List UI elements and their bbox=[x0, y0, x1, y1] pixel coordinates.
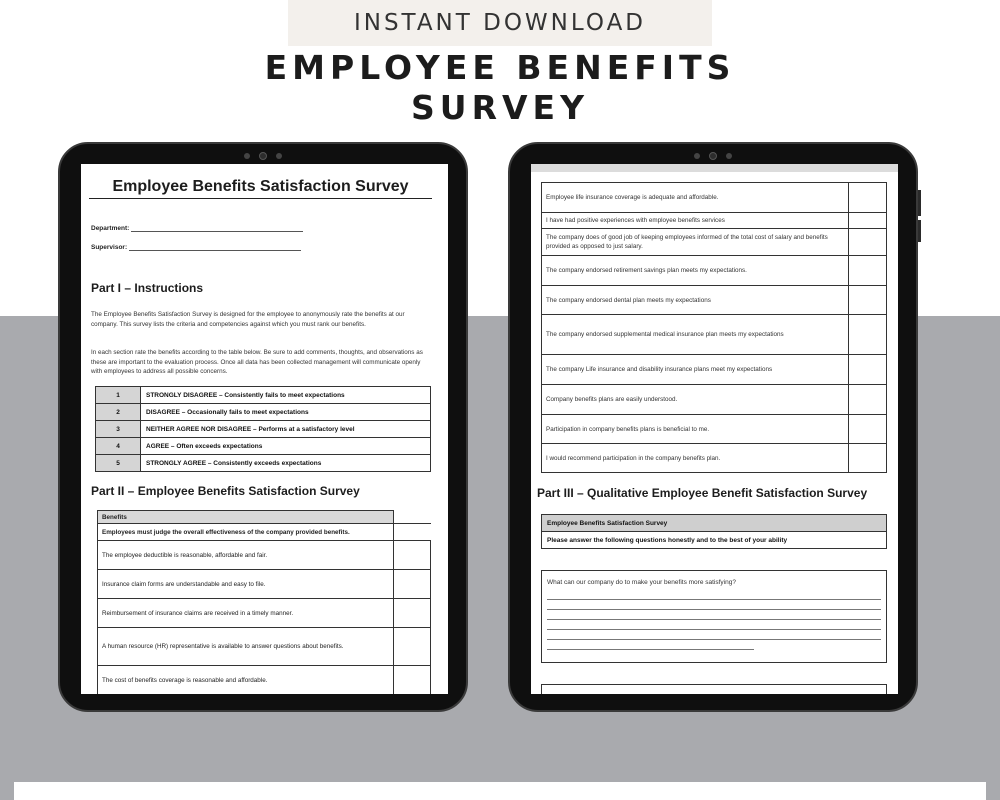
rating-cell[interactable] bbox=[849, 315, 887, 355]
scale-desc: AGREE – Often exceeds expectations bbox=[141, 438, 431, 455]
question-text: The company endorsed dental plan meets my expectations bbox=[542, 286, 849, 315]
scale-row bbox=[96, 387, 431, 404]
rating-cell[interactable] bbox=[849, 229, 887, 256]
document-title: Employee Benefits Satisfaction Survey bbox=[89, 178, 432, 199]
benefits-table bbox=[97, 510, 431, 694]
benefits-header: Benefits bbox=[98, 511, 394, 524]
question-text: The company does of good job of keeping employees informed of the total cost of salary and benefits provided as opposed to just salary. bbox=[542, 229, 849, 256]
rating-cell[interactable] bbox=[849, 256, 887, 286]
table-row bbox=[542, 385, 887, 415]
part3-heading: Part III – Qualitative Employee Benefit Satisfaction Survey bbox=[537, 486, 868, 500]
footer-strip bbox=[14, 782, 986, 800]
table-row bbox=[542, 213, 887, 229]
part3-table bbox=[541, 514, 887, 549]
main-title bbox=[180, 48, 820, 128]
scale-desc: NEITHER AGREE NOR DISAGREE – Performs at a satisfactory level bbox=[141, 421, 431, 438]
tablet-left bbox=[58, 142, 468, 712]
right-screen bbox=[531, 164, 898, 694]
rating-cell[interactable] bbox=[394, 570, 431, 599]
rating-cell[interactable] bbox=[849, 415, 887, 444]
question-text: I would recommend participation in the company benefits plan. bbox=[542, 444, 849, 473]
instructions-para-2: In each section rate the benefits according to the table below. Be sure to add comments, thoughts, and observations as these are important to the evaluation process. Once all data has been collected management will communicate openly with employees to address all possible concerns. bbox=[91, 349, 423, 375]
scale-num: 1 bbox=[96, 387, 141, 404]
question-text: Reimbursement of insurance claims are received in a timely manner. bbox=[98, 599, 394, 628]
question-text: Employee life insurance coverage is adequate and affordable. bbox=[542, 183, 849, 213]
question-text: Participation in company benefits plans is beneficial to me. bbox=[542, 415, 849, 444]
rating-cell[interactable] bbox=[849, 213, 887, 229]
scale-num: 3 bbox=[96, 421, 141, 438]
department-label: Department: bbox=[91, 225, 130, 232]
question-text: The company endorsed supplemental medical insurance plan meets my expectations bbox=[542, 315, 849, 355]
benefits-subheader: Employees must judge the overall effectiveness of the company provided benefits. bbox=[98, 524, 394, 541]
table-row bbox=[542, 415, 887, 444]
rating-cell[interactable] bbox=[849, 444, 887, 473]
table-row bbox=[542, 183, 887, 213]
part3-table-header: Employee Benefits Satisfaction Survey bbox=[542, 515, 887, 532]
title-line-2: SURVEY bbox=[411, 88, 589, 127]
question-text: Company benefits plans are easily understood. bbox=[542, 385, 849, 415]
part3-instruction: Please answer the following questions honestly and to the best of your ability bbox=[542, 532, 887, 549]
open-question: What can our company do to make your benefits more satisfying? bbox=[547, 579, 736, 586]
scale-row bbox=[96, 421, 431, 438]
instant-download-banner: INSTANT DOWNLOAD bbox=[288, 0, 712, 46]
supervisor-field[interactable] bbox=[91, 244, 301, 251]
table-row bbox=[542, 229, 887, 256]
rating-cell[interactable] bbox=[394, 666, 431, 695]
scale-num: 4 bbox=[96, 438, 141, 455]
rating-cell[interactable] bbox=[394, 628, 431, 666]
scale-desc: STRONGLY AGREE – Consistently exceeds expectations bbox=[141, 455, 431, 472]
scale-num: 5 bbox=[96, 455, 141, 472]
volume-button bbox=[918, 190, 921, 216]
table-row bbox=[98, 599, 431, 628]
question-text: The cost of benefits coverage is reasonable and affordable. bbox=[98, 666, 394, 695]
scale-row bbox=[96, 404, 431, 421]
table-row bbox=[98, 666, 431, 695]
department-field[interactable] bbox=[91, 225, 303, 232]
volume-button bbox=[918, 220, 921, 242]
rating-cell[interactable] bbox=[849, 286, 887, 315]
table-row bbox=[542, 444, 887, 473]
scale-row bbox=[96, 455, 431, 472]
part1-heading: Part I – Instructions bbox=[91, 281, 204, 295]
rating-cell[interactable] bbox=[849, 385, 887, 415]
camera-icon bbox=[690, 151, 736, 161]
table-row bbox=[542, 256, 887, 286]
table-row bbox=[98, 628, 431, 666]
table-row bbox=[98, 541, 431, 570]
camera-icon bbox=[240, 151, 286, 161]
open-answer-box[interactable] bbox=[541, 570, 887, 663]
rating-cell[interactable] bbox=[849, 183, 887, 213]
table-row bbox=[542, 286, 887, 315]
part2-heading: Part II – Employee Benefits Satisfaction Survey bbox=[91, 484, 360, 498]
table-row bbox=[542, 315, 887, 355]
question-text: Insurance claim forms are understandable and easy to file. bbox=[98, 570, 394, 599]
rating-cell[interactable] bbox=[849, 355, 887, 385]
table-row bbox=[542, 355, 887, 385]
scale-row bbox=[96, 438, 431, 455]
supervisor-label: Supervisor: bbox=[91, 244, 128, 251]
questions-table-continued bbox=[541, 182, 887, 473]
scale-desc: STRONGLY DISAGREE – Consistently fails to meet expectations bbox=[141, 387, 431, 404]
rating-cell[interactable] bbox=[394, 541, 431, 570]
question-text: I have had positive experiences with employee benefits services bbox=[542, 213, 849, 229]
title-line-1: EMPLOYEE BENEFITS bbox=[264, 48, 736, 87]
scale-num: 2 bbox=[96, 404, 141, 421]
question-text: The company endorsed retirement savings plan meets my expectations. bbox=[542, 256, 849, 286]
scale-desc: DISAGREE – Occasionally fails to meet expectations bbox=[141, 404, 431, 421]
question-text: The company Life insurance and disability insurance plans meet my expectations bbox=[542, 355, 849, 385]
tablet-right bbox=[508, 142, 918, 712]
question-text: A human resource (HR) representative is available to answer questions about benefits. bbox=[98, 628, 394, 666]
rating-cell[interactable] bbox=[394, 599, 431, 628]
table-row bbox=[98, 570, 431, 599]
instructions-para-1: The Employee Benefits Satisfaction Survey is designed for the employee to anonymously rate the benefits at our company. This survey lists the criteria and competencies against which you must rank our benefits. bbox=[91, 311, 405, 328]
next-answer-box[interactable] bbox=[541, 684, 887, 694]
left-screen bbox=[81, 164, 448, 694]
rating-scale-table bbox=[95, 386, 431, 472]
question-text: The employee deductible is reasonable, affordable and fair. bbox=[98, 541, 394, 570]
